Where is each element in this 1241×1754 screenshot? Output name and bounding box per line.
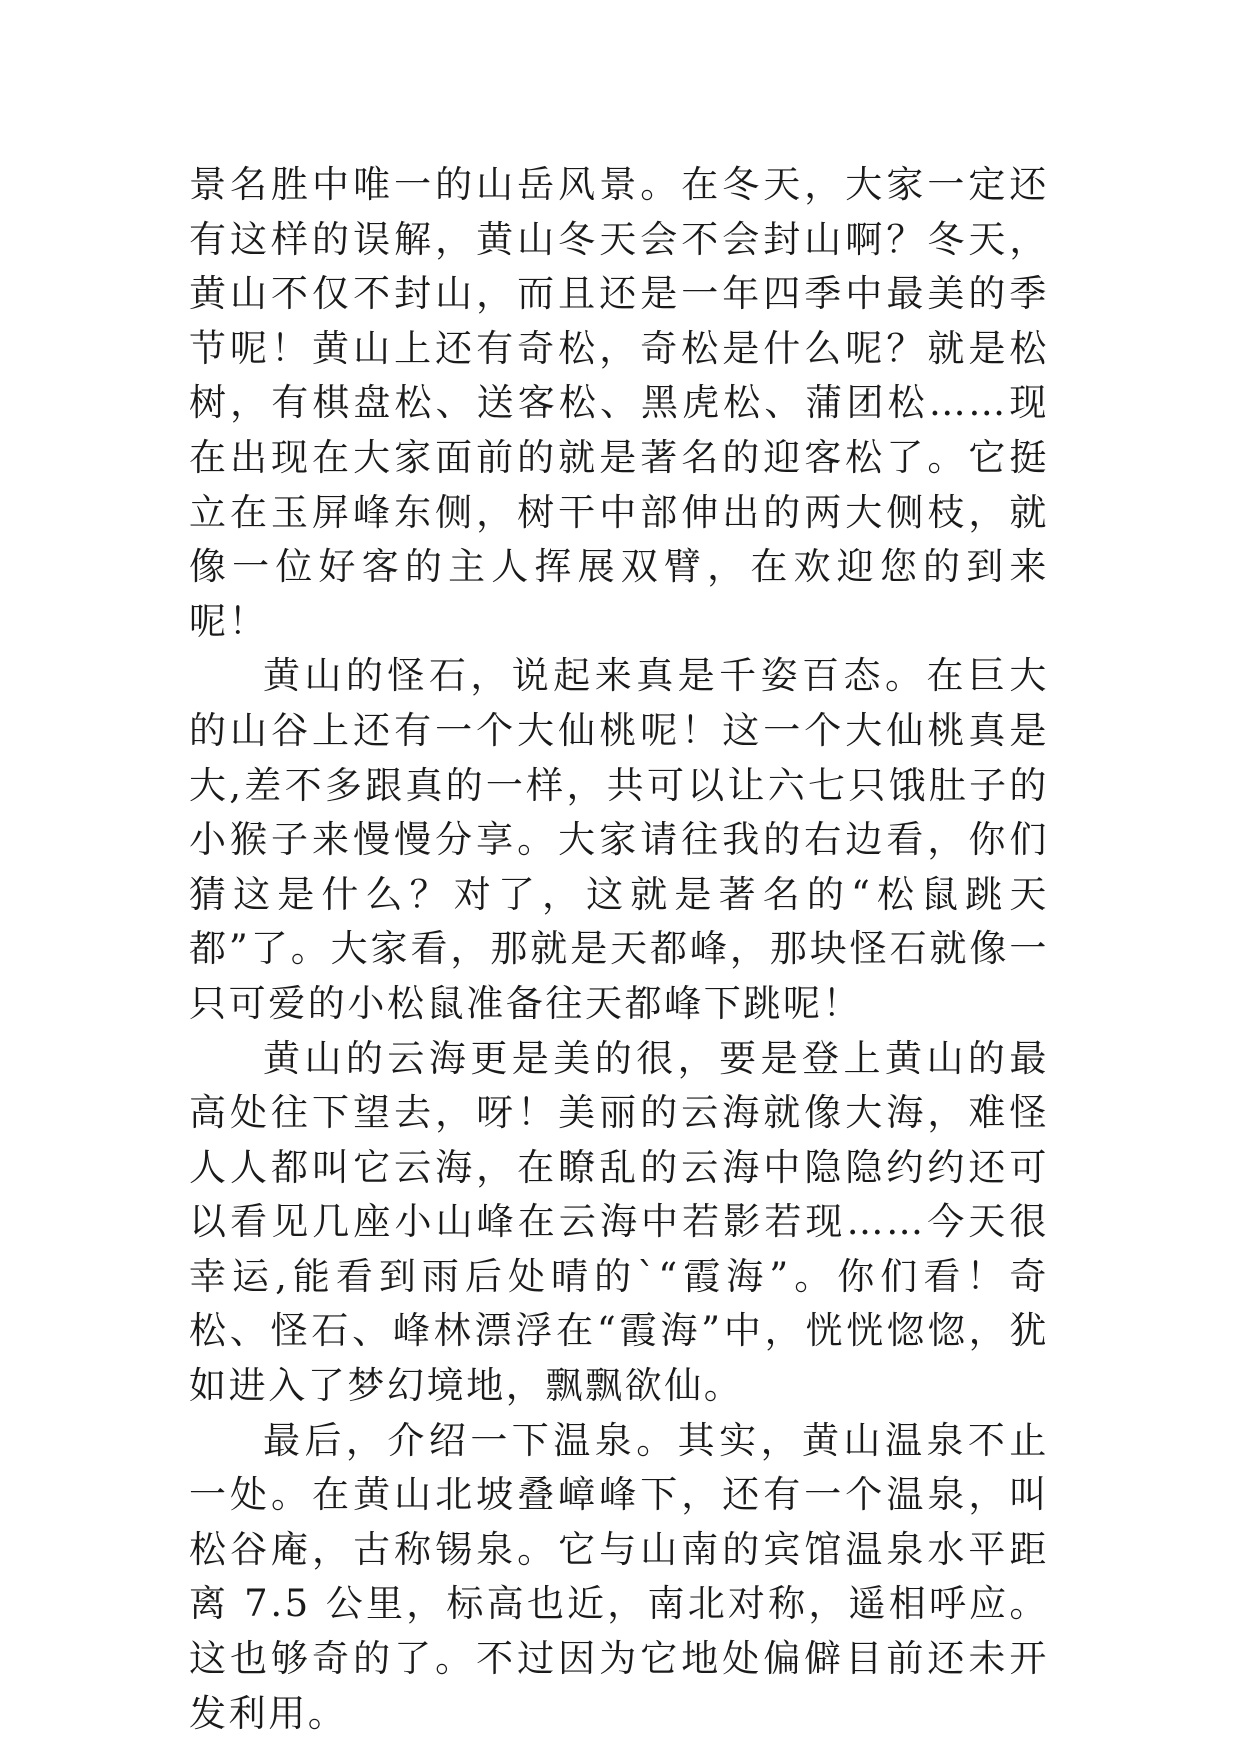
- paragraph-pines: 景名胜中唯一的山岳风景。在冬天，大家一定还有这样的误解，黄山冬天会不会封山啊？冬天，黄山不仅不封山，而且还是一年四季中最美的季节呢！黄山上还有奇松，奇松是什么呢？就是松树，有棋盘松、送客松、黑虎松、蒲团松……现在出现在大家面前的就是著名的迎客松了。它挺立在玉屏峰东侧，树干中部伸出的两大侧枝，就像一位好客的主人挥展双臂，在欢迎您的到来呢！: [189, 163, 1049, 643]
- paragraph-hot-springs: 最后，介绍一下温泉。其实，黄山温泉不止一处。在黄山北坡叠嶂峰下，还有一个温泉，叫松谷庵，古称锡泉。它与山南的宾馆温泉水平距离 7.5 公里，标高也近，南北对称，遥相呼应。这也够奇的了。不过因为它地处偏僻目前还未开发利用。: [189, 1418, 1049, 1735]
- paragraph-cloud-sea: 黄山的云海更是美的很，要是登上黄山的最高处往下望去，呀！美丽的云海就像大海，难怪人人都叫它云海，在瞭乱的云海中隐隐约约还可以看见几座小山峰在云海中若影若现……今天很幸运,能看到雨后处晴的`“霞海”。你们看！奇松、怪石、峰林漂浮在“霞海”中，恍恍惚惚，犹如进入了梦幻境地，飘飘欲仙。: [189, 1036, 1049, 1408]
- paragraph-rocks: 黄山的怪石，说起来真是千姿百态。在巨大的山谷上还有一个大仙桃呢！这一个大仙桃真是大,差不多跟真的一样，共可以让六七只饿肚子的小猴子来慢慢分享。大家请往我的右边看，你们猜这是什么？对了，这就是著名的“松鼠跳天都”了。大家看，那就是天都峰，那块怪石就像一只可爱的小松鼠准备往天都峰下跳呢！: [189, 654, 1049, 1025]
- document-body: [189, 158, 1049, 1741]
